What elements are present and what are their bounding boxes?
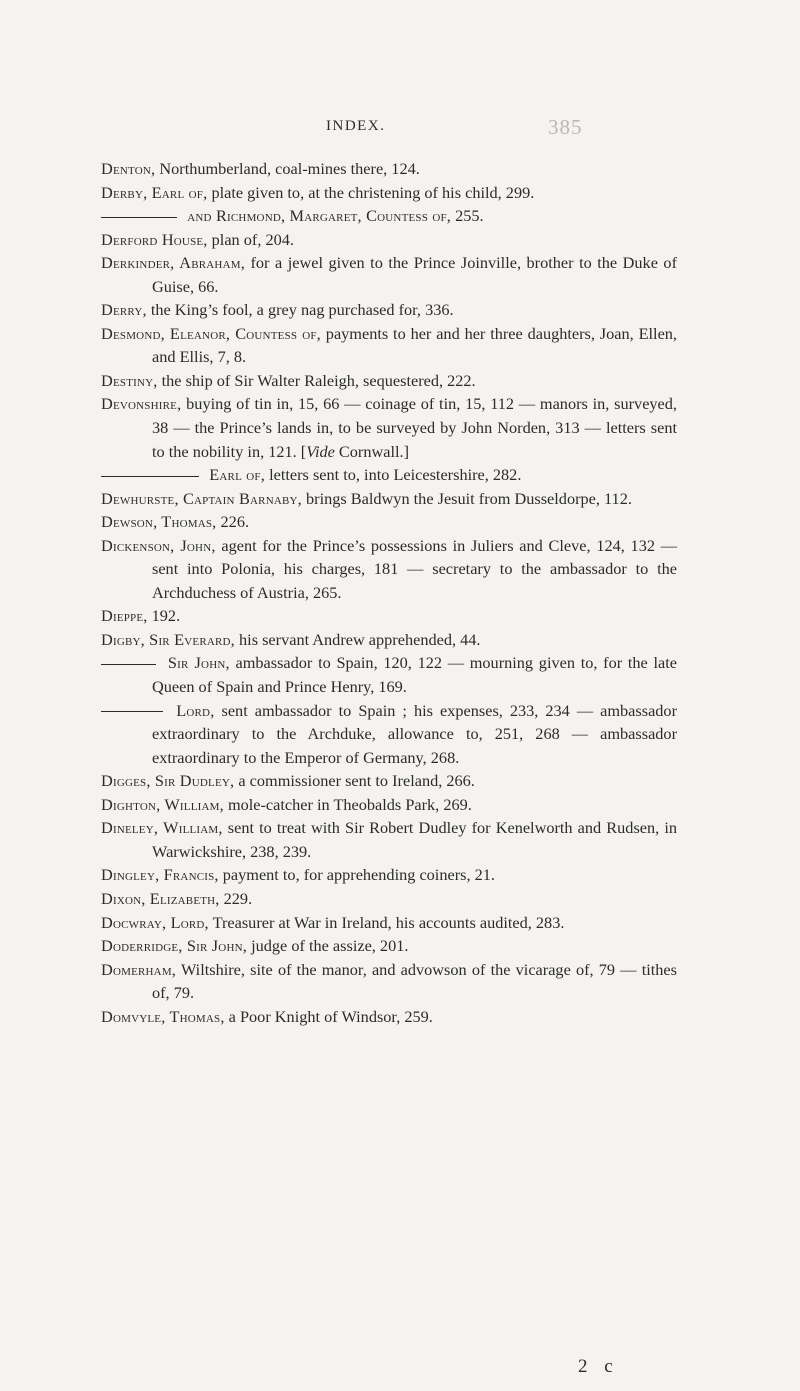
entry-headword: Derby, Earl of, [101, 182, 208, 202]
index-entries [101, 157, 677, 1028]
index-entry [101, 816, 677, 863]
entry-headword: Derry, [101, 300, 147, 320]
index-entry [101, 369, 677, 393]
entry-headword: Derford House, [101, 229, 208, 249]
entry-headword: Derkinder, Abraham, [101, 253, 245, 273]
page-header [0, 115, 800, 148]
entry-text: Treasurer at War in Ireland, his accounts audited, 283. [208, 912, 565, 932]
ditto-dash [101, 664, 156, 665]
entry-text: for a jewel given to the Prince Joinville, brother to the Duke of Guise, 66. [152, 253, 677, 296]
entry-headword: Denton, [101, 159, 156, 178]
entry-headword: Domerham, [101, 959, 177, 979]
index-entry [101, 534, 677, 605]
entry-text: 192. [147, 606, 181, 626]
ditto-dash [101, 217, 177, 218]
index-entry [101, 887, 677, 911]
entry-headword: and Richmond, Margaret, Countess of, [183, 206, 452, 226]
index-entry [101, 392, 677, 463]
ditto-dash [101, 476, 199, 477]
entry-text: 229. [219, 888, 253, 908]
signature-mark: 2 c [578, 1356, 619, 1377]
entry-text: plan of, 204. [207, 229, 294, 249]
entry-text: a commissioner sent to Ireland, 266. [234, 771, 475, 791]
entry-text: his servant Andrew apprehended, 44. [234, 629, 481, 649]
entry-headword: Destiny, [101, 370, 158, 390]
entry-text: 226. [216, 512, 250, 532]
entry-text: buying of tin in, 15, 66 — coinage of tin, 15, 112 — manors in, surveyed, 38 — the Prince’s lands in, to be surveyed by John Norden, 313 — letters sent to the nobility in, 121. [ [152, 394, 677, 461]
index-entry [101, 651, 677, 698]
entry-headword: Dieppe, [101, 606, 148, 626]
entry-headword: Dighton, William, [101, 794, 224, 814]
index-entry [101, 793, 677, 817]
index-entry [101, 911, 677, 935]
entry-headword: Digby, Sir Everard, [101, 629, 235, 649]
ditto-dash [101, 711, 163, 712]
entry-text: payment to, for apprehending coiners, 21. [218, 865, 495, 885]
entry-text: Northumberland, coal-mines there, 124. [155, 159, 420, 178]
entry-headword: Lord, [169, 700, 215, 720]
index-entry [101, 204, 677, 228]
entry-text: payments to her and her three daughters, Joan, Ellen, and Ellis, 7, 8. [152, 323, 678, 367]
entry-headword: Sir John, [162, 653, 230, 673]
index-entry [101, 604, 677, 628]
entry-headword: Dingley, Francis, [101, 865, 219, 885]
entry-text: sent to treat with Sir Robert Dudley for Kenelworth and Rudsen, in Warwickshire, 238, 239. [152, 818, 677, 861]
entry-text: sent ambassador to Spain ; his expenses, 233, 234 — ambassador extraordinary to the Archduke, allowance to, 251, 268 — ambassador extraordinary to the Emperor of Germany, 268. [152, 700, 677, 767]
entry-text: letters sent to, into Leicestershire, 282. [265, 465, 522, 485]
running-title: INDEX. [326, 118, 386, 134]
index-entry [101, 769, 677, 793]
entry-text: the King’s fool, a grey nag purchased for, 336. [146, 300, 454, 320]
entry-text: 255. [451, 206, 484, 226]
entry-headword: Dewson, Thomas, [101, 512, 217, 532]
entry-headword: Docwray, Lord, [101, 912, 209, 932]
index-entry [101, 228, 677, 252]
entry-headword: Devonshire, [101, 394, 182, 414]
index-entry [101, 463, 677, 487]
index-entry [101, 510, 677, 534]
index-entry [101, 157, 677, 181]
entry-text: a Poor Knight of Windsor, 259. [224, 1006, 433, 1026]
entry-text-continued: Cornwall.] [334, 441, 410, 461]
entry-text: the ship of Sir Walter Raleigh, sequestered, 222. [157, 370, 476, 390]
entry-headword: Earl of, [205, 465, 266, 485]
entry-headword: Doderridge, Sir John, [101, 936, 248, 956]
entry-headword: Dineley, William, [101, 818, 223, 838]
entry-text: brings Baldwyn the Jesuit from Dusseldorpe, 112. [301, 488, 632, 508]
index-entry [101, 487, 677, 511]
entry-headword: Dixon, Elizabeth, [101, 888, 220, 908]
index-entry [101, 322, 677, 369]
entry-headword: Digges, Sir Dudley, [101, 771, 235, 791]
entry-text: ambassador to Spain, 120, 122 — mourning given to, for the late Queen of Spain and Prince Henry, 169. [152, 653, 678, 697]
index-entry [101, 181, 677, 205]
entry-headword: Desmond, Eleanor, Countess of, [101, 323, 321, 343]
entry-headword: Dewhurste, Captain Barnaby, [101, 488, 302, 508]
index-entry [101, 1005, 677, 1029]
entry-text: judge of the assize, 201. [247, 936, 409, 956]
entry-headword: Domvyle, Thomas, [101, 1006, 225, 1026]
entry-text: mole-catcher in Theobalds Park, 269. [223, 794, 472, 814]
index-entry [101, 958, 677, 1005]
entry-text: plate given to, at the christening of his child, 299. [207, 182, 535, 202]
entry-text: agent for the Prince’s possessions in Juliers and Cleve, 124, 132 — sent into Polonia, his charges, 181 — secretary to the ambassador to the Archduchess of Austria, 265. [152, 535, 678, 602]
index-entry [101, 934, 677, 958]
entry-italic: Vide [306, 441, 335, 461]
page-number: 385 [548, 115, 583, 139]
index-entry [101, 699, 677, 770]
entry-text: Wiltshire, site of the manor, and advowson of the vicarage of, 79 — tithes of, 79. [152, 959, 677, 1003]
index-entry [101, 863, 677, 887]
index-entry [101, 298, 677, 322]
entry-headword: Dickenson, John, [101, 535, 216, 555]
index-entry [101, 628, 677, 652]
index-entry [101, 251, 677, 298]
